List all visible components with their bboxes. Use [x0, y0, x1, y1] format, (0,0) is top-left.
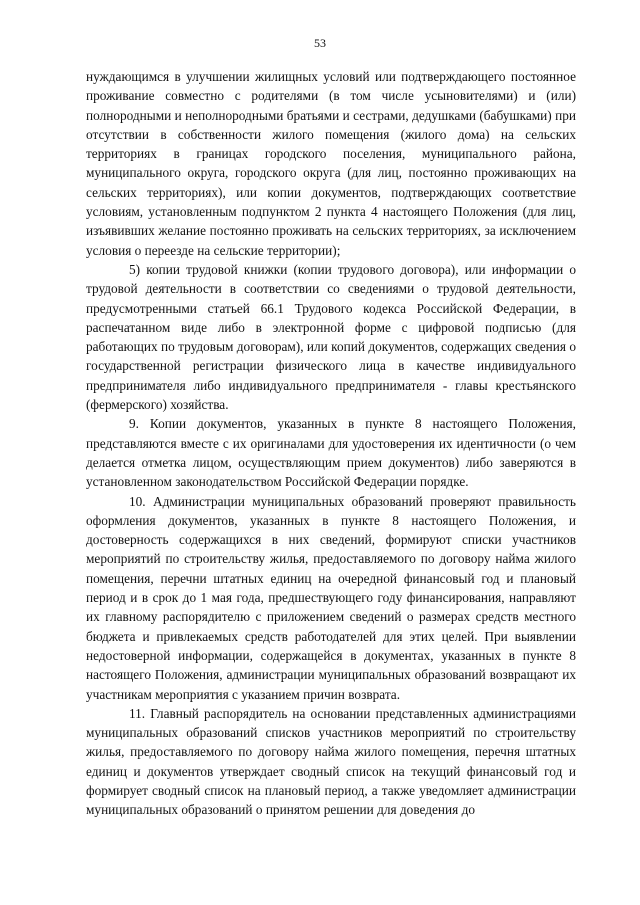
paragraph-section-9: 9. Копии документов, указанных в пункте 8 настоящего Положения, представляются вместе с их оригиналами для удостоверения их идентичности (о чем делается отметка лицом, осуществляющим прием документов) либо заверяются в установленном законодательством Российской Федерации порядке. [86, 416, 576, 490]
paragraph-continuation: нуждающимся в улучшении жилищных условий или подтверждающего постоянное проживание совместно с родителями (в том числе усыновителями) и (или) полнородными и неполнородными братьями и сестрами, дедушками (бабушками) при отсутствии в собственности жилого помещения (жилого дома) на сельских территориях в границах городского поселения, муниципального района, муниципального округа, городского округа (для лиц, постоянно проживающих на сельских территориях), или копии документов, подтверждающих соответствие условиям, установленным подпунктом 2 пункта 4 настоящего Положения (для лиц, изъявивших желание постоянно проживать на сельских территориях, за исключением условия о переезде на сельские территории); [86, 69, 576, 258]
document-body [86, 67, 576, 820]
page-number: 53 [314, 36, 326, 50]
paragraph-section-11: 11. Главный распорядитель на основании представленных администрациями муниципальных образований списков участников мероприятий по строительству жилья, предоставляемого по договору найма жилого помещения, перечня штатных единиц и документов утверждает сводный список на текущий финансовый год и формирует сводный список на плановый период, а также уведомляет администрации муниципальных образований о принятом решении для доведения до [86, 705, 576, 818]
paragraph-item-5: 5) копии трудовой книжки (копии трудового договора), или информации о трудовой деятельности в соответствии со сведениями о трудовой деятельности, предусмотренными статьей 66.1 Трудового кодекса Российской Федерации, в распечатанном виде либо в электронной форме с цифровой подписью (для работающих по трудовым договорам), или копий документов, содержащих сведения о государственной регистрации физического лица в качестве индивидуального предпринимателя либо индивидуального предпринимателя - главы крестьянского (фермерского) хозяйства. [86, 261, 576, 413]
paragraph-section-10: 10. Администрации муниципальных образований проверяют правильность оформления документов, указанных в пункте 8 настоящего Положения, и достоверность содержащихся в них сведений, формируют списки участников мероприятий по строительству жилья, предоставляемого по договору найма жилого помещения, перечни штатных единиц на очередной финансовый год и плановый период и в срок до 1 мая года, предшествующего году финансирования, направляют их главному распорядителю с приложением сведений о размерах средств местного бюджета и привлекаемых средств работодателей для этих целей. При выявлении недостоверной информации, содержащейся в документах, указанных в пункте 8 настоящего Положения, администрации муниципальных образований возвращают их участникам мероприятия с указанием причин возврата. [86, 493, 576, 702]
